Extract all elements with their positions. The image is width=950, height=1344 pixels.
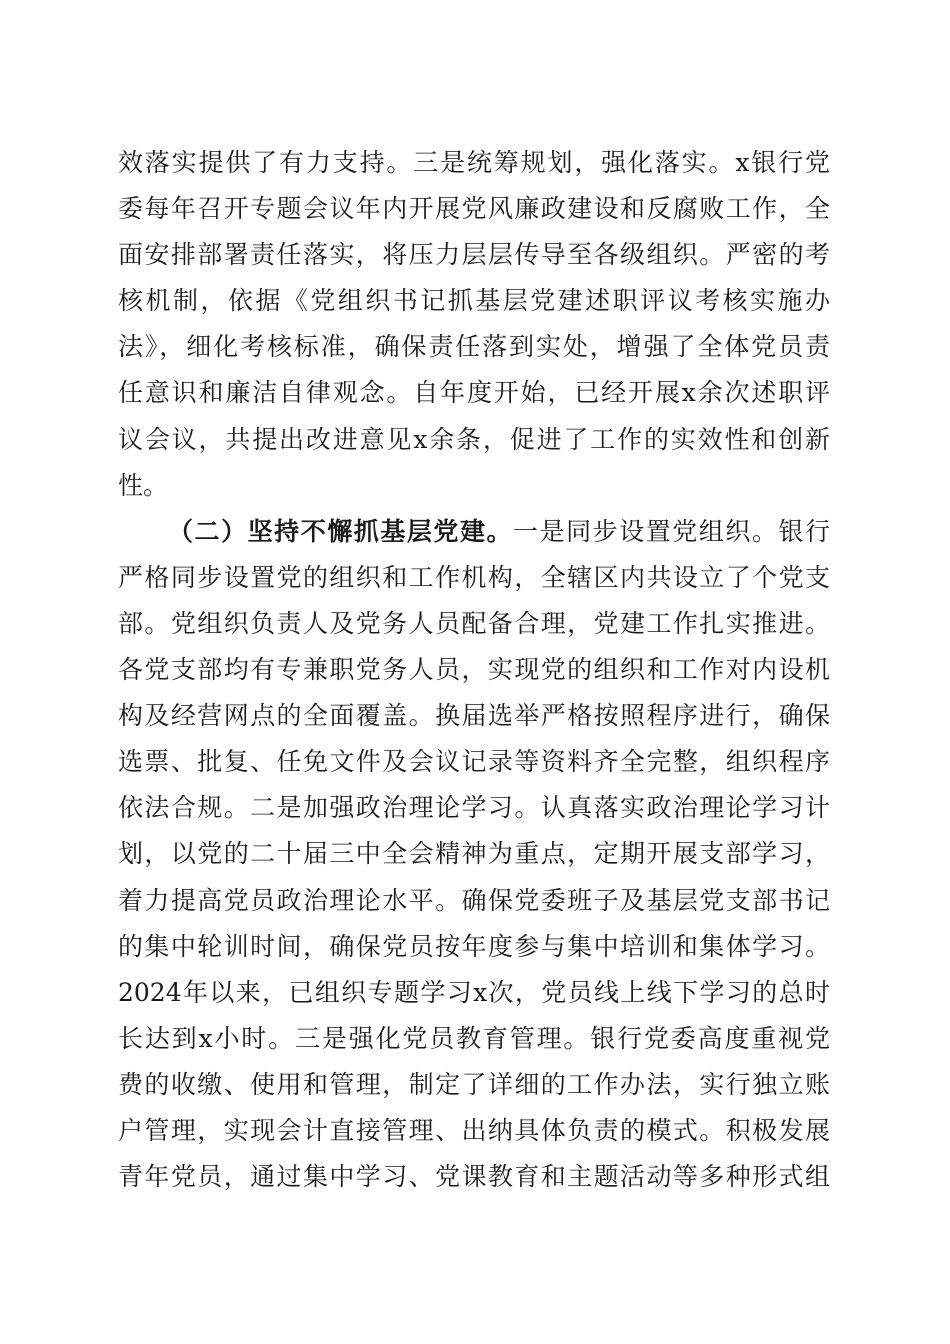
first-line-text: 一是同步设置党组织。银行 xyxy=(513,516,830,546)
text-line: 2024年以来，已组织专题学习x次，党员线上线下学习的总时 xyxy=(118,977,830,1007)
text-line: 长达到x小时。三是强化党员教育管理。银行党委高度重视党 xyxy=(118,1023,830,1053)
text-line: 部。党组织负责人及党务人员配备合理，党建工作扎实推进。 xyxy=(118,608,830,638)
text-line: 着力提高党员政治理论水平。确保党委班子及基层党支部书记 xyxy=(118,885,830,915)
text-line: 议会议，共提出改进意见x余条，促进了工作的实效性和创新 xyxy=(118,424,830,454)
text-line: 的集中轮训时间，确保党员按年度参与集中培训和集体学习。 xyxy=(118,931,830,961)
text-line: 划，以党的二十届三中全会精神为重点，定期开展支部学习， xyxy=(118,839,830,869)
section-heading: （二）坚持不懈抓基层党建。 xyxy=(168,516,514,546)
text-line: 任意识和廉洁自律观念。自年度开始，已经开展x余次述职评 xyxy=(118,378,830,408)
document-body xyxy=(118,140,830,1200)
text-line: 户管理，实现会计直接管理、出纳具体负责的模式。积极发展 xyxy=(118,1115,830,1145)
text-line: 核机制，依据《党组织书记抓基层党建述职评议考核实施办 xyxy=(118,286,830,316)
text-line: 委每年召开专题会议年内开展党风廉政建设和反腐败工作，全 xyxy=(118,194,830,224)
text-line-first xyxy=(118,509,830,555)
text-line: 费的收缴、使用和管理，制定了详细的工作办法，实行独立账 xyxy=(118,1069,830,1099)
text-line: 各党支部均有专兼职党务人员，实现党的组织和工作对内设机 xyxy=(118,655,830,685)
text-line: 法》，细化考核标准，确保责任落到实处，增强了全体党员责 xyxy=(118,332,830,362)
paragraph-1 xyxy=(118,140,830,509)
text-line: 构及经营网点的全面覆盖。换届选举严格按照程序进行，确保 xyxy=(118,701,830,731)
text-line: 性。 xyxy=(118,470,169,500)
text-line: 青年党员，通过集中学习、党课教育和主题活动等多种形式组 xyxy=(118,1162,830,1192)
text-line: 选票、批复、任免文件及会议记录等资料齐全完整，组织程序 xyxy=(118,747,830,777)
text-line: 效落实提供了有力支持。三是统筹规划，强化落实。x银行党 xyxy=(118,148,830,177)
paragraph-2 xyxy=(118,509,830,1200)
text-line: 严格同步设置党的组织和工作机构，全辖区内共设立了个党支 xyxy=(118,562,830,592)
text-line: 面安排部署责任落实，将压力层层传导至各级组织。严密的考 xyxy=(118,240,830,270)
text-line: 依法合规。二是加强政治理论学习。认真落实政治理论学习计 xyxy=(118,793,830,823)
